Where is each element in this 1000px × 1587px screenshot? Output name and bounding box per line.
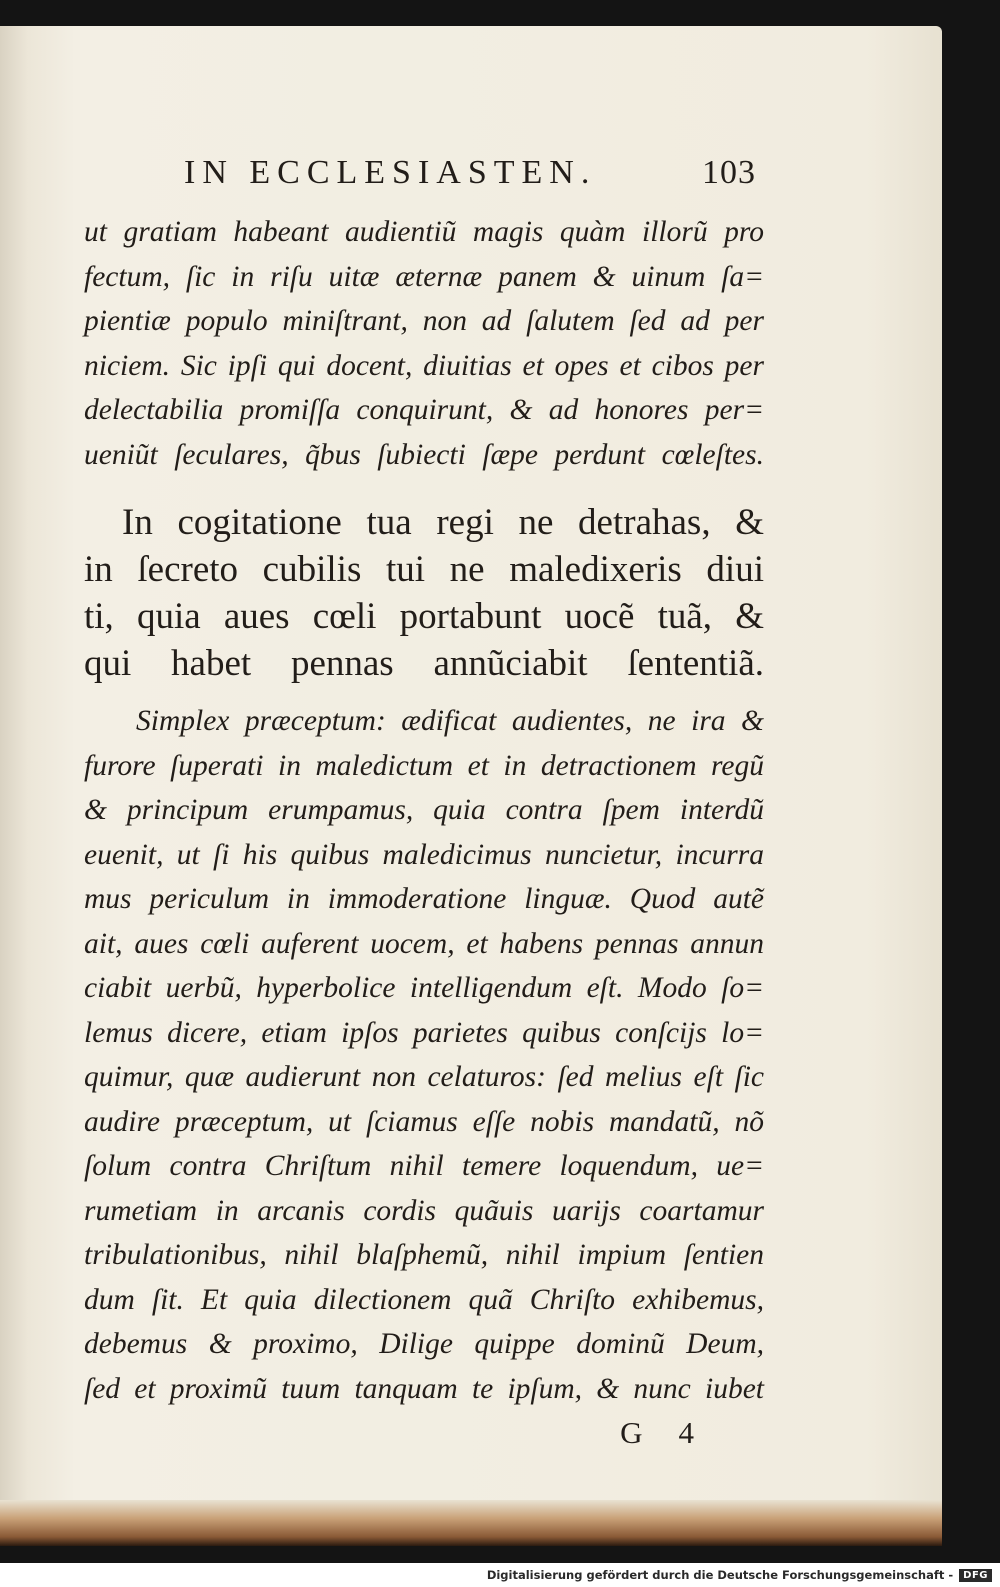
text-line: lemus dicere, etiam ipſos parietes quibus conſcijs lo= — [84, 1016, 764, 1049]
text-line: debemus & proximo, Dilige quippe dominũ Deum, — [84, 1328, 764, 1360]
text-line: delectabilia promiſſa conquirunt, & ad honores per= — [84, 394, 764, 426]
running-head — [84, 154, 764, 210]
folio-number: 103 — [702, 154, 756, 191]
signature-letter: G — [620, 1415, 643, 1450]
text-line: mus periculum in immoderatione linguæ. Quod autẽ — [84, 883, 764, 915]
text-line: ait, aues cœli auferent uocem, et habens pennas annun — [84, 927, 764, 960]
page-text — [84, 154, 764, 1451]
signature-number: 4 — [678, 1415, 694, 1450]
text-line: quimur, quæ audierunt non celaturos: ſed melius eſt ſic — [84, 1061, 764, 1093]
text-line: pientiæ populo miniſtrant, non ad ſalutem ſed ad per — [84, 305, 764, 337]
text-line: tribulationibus, nihil blaſphemũ, nihil impium ſentien — [84, 1239, 764, 1271]
lemma-line: ti, quia aues cœli portabunt uocẽ tuã, & — [84, 596, 764, 637]
lemma-verse — [84, 499, 764, 687]
book-page — [0, 26, 942, 1541]
text-line: audire præceptum, ut ſciamus eſſe nobis mandatũ, nõ — [84, 1105, 764, 1138]
page-edge — [0, 1500, 942, 1546]
lemma-line: in ſecreto cubilis tui ne maledixeris diui — [84, 549, 764, 590]
text-line: ueniũt ſeculares, q̃bus ſubiecti ſæpe perdunt cœleſtes. — [84, 438, 764, 471]
lemma-line: qui habet pennas annũciabit ſententiã. — [84, 643, 764, 684]
text-line: ut gratiam habeant audientiũ magis quàm illorũ pro — [84, 216, 764, 248]
text-line: ciabit uerbũ, hyperbolice intelligendum eſt. Modo ſo= — [84, 972, 764, 1004]
lemma-line: In cogitatione tua regi ne detrahas, & — [122, 502, 764, 543]
text-line: & principum erumpamus, quia contra ſpem interdũ — [84, 794, 764, 826]
text-line: Simplex præceptum: ædificat audientes, ne ira & — [136, 705, 764, 737]
text-line: rumetiam in arcanis cordis quãuis uarijs coartamur — [84, 1194, 764, 1227]
footer-bar — [0, 1563, 1000, 1587]
text-line: euenit, ut ſi his quibus maledicimus nuncietur, incurra — [84, 838, 764, 871]
text-line: niciem. Sic ipſi qui docent, diuitias et opes et cibos per — [84, 349, 764, 382]
text-line: furore ſuperati in maledictum et in detractionem regũ — [84, 749, 764, 782]
commentary-top — [84, 210, 764, 477]
text-line: dum ſit. Et quia dilectionem quã Chriſto exhibemus, — [84, 1283, 764, 1316]
text-line: ſolum contra Chriſtum nihil temere loquendum, ue= — [84, 1150, 764, 1182]
footer-credit: Digitalisierung gefördert durch die Deutsche Forschungsgemeinschaft - — [486, 1568, 954, 1582]
running-head-title: IN ECCLESIASTEN. — [184, 154, 597, 191]
commentary — [84, 699, 764, 1411]
signature-mark — [84, 1415, 764, 1451]
text-line: ſed et proximũ tuum tanquam te ipſum, & nunc iubet — [84, 1372, 764, 1405]
dfg-logo: DFG — [959, 1569, 992, 1582]
text-line: fectum, ſic in riſu uitæ æternæ panem & uinum ſa= — [84, 260, 764, 293]
